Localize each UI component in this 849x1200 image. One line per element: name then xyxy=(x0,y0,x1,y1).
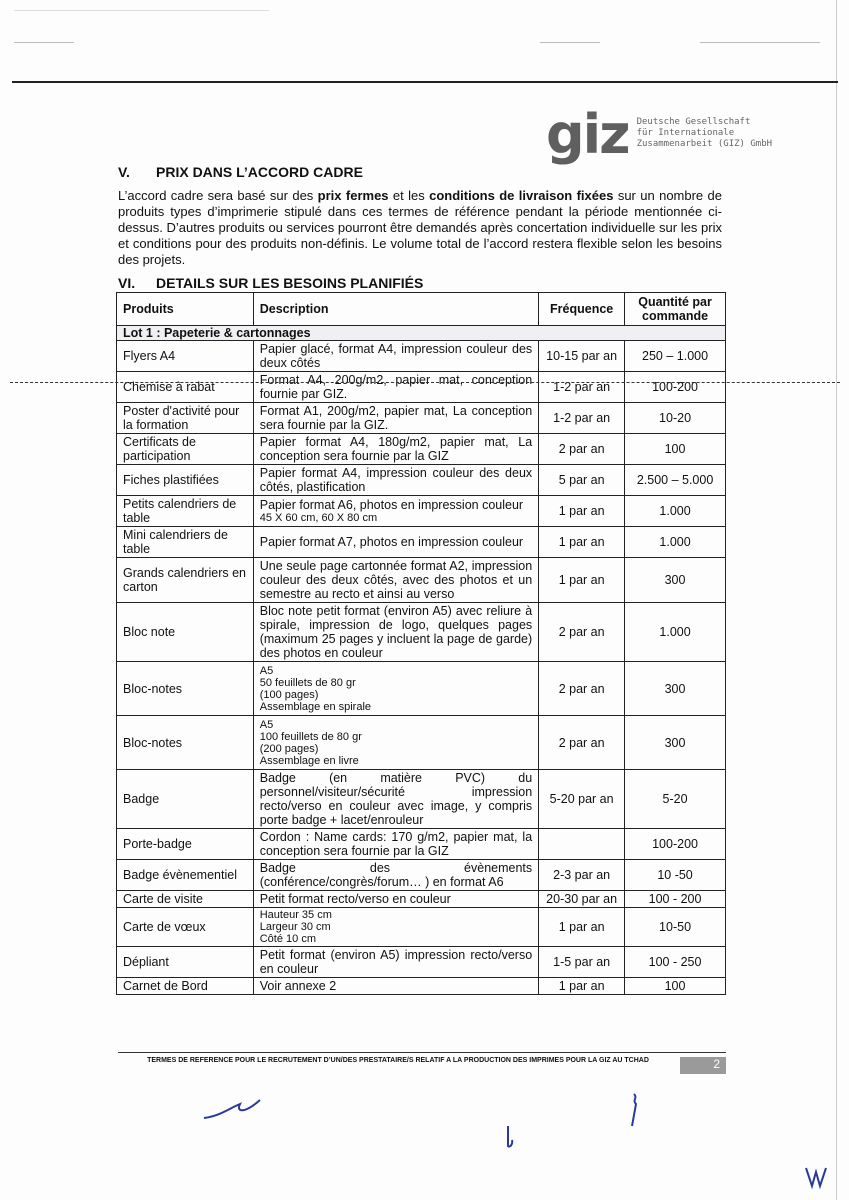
section-5-paragraph xyxy=(118,188,722,268)
description-text: Papier format A4, 180g/m2, papier mat, La conception sera fournie par la GIZ xyxy=(259,435,533,463)
scan-speck xyxy=(540,42,600,43)
cell-frequence: 2 par an xyxy=(539,603,625,662)
description-text: Bloc note petit format (environ A5) avec reliure à spirale, impression de logo, quelques pages (maximum 25 pages y incluent la page de garde) des photos en couleur xyxy=(259,604,533,660)
signature-mark xyxy=(200,1094,270,1124)
cell-description xyxy=(253,947,538,978)
cell-frequence: 2-3 par an xyxy=(539,860,625,891)
table-row xyxy=(117,860,726,891)
cell-produit: Badge évènementiel xyxy=(117,860,254,891)
description-line: (200 pages) xyxy=(259,742,319,755)
cell-produit: Chemise à rabat xyxy=(117,372,254,403)
cell-produit: Bloc-notes xyxy=(117,716,254,770)
signature-mark xyxy=(626,1090,646,1130)
needs-table xyxy=(116,292,726,995)
scan-speck xyxy=(700,42,820,43)
cell-quantite: 1.000 xyxy=(625,527,726,558)
cell-quantite: 2.500 – 5.000 xyxy=(625,465,726,496)
cell-produit: Carte de visite xyxy=(117,891,254,908)
lot-row xyxy=(117,326,726,341)
table-row xyxy=(117,978,726,995)
cell-frequence: 1 par an xyxy=(539,527,625,558)
description-text: Format A1, 200g/m2, papier mat, La conception sera fournie par la GIZ. xyxy=(259,404,533,432)
lot-label: Lot 1 : Papeterie & cartonnages xyxy=(117,326,726,341)
description-line: Côté 10 cm xyxy=(259,933,316,945)
section-title-text: DETAILS SUR LES BESOINS PLANIFIÉS xyxy=(156,275,424,291)
cell-description xyxy=(253,403,538,434)
scan-edge-line xyxy=(836,0,837,1200)
cell-description xyxy=(253,603,538,662)
cell-produit: Dépliant xyxy=(117,947,254,978)
description-text: Papier format A4, impression couleur des deux côtés, plastification xyxy=(259,466,533,494)
table-row xyxy=(117,372,726,403)
description-text: Format A4, 200g/m2, papier mat, conception fournie par GIZ. xyxy=(259,373,533,401)
description-line: Largeur 30 cm xyxy=(259,921,331,933)
logo-line: Zusammenarbeit (GIZ) GmbH xyxy=(636,139,773,149)
description-line: (100 pages) xyxy=(259,688,319,701)
cell-quantite: 250 – 1.000 xyxy=(625,341,726,372)
cell-produit: Petits calendriers de table xyxy=(117,496,254,527)
cell-quantite: 100-200 xyxy=(625,829,726,860)
cell-quantite: 100 xyxy=(625,978,726,995)
footer-rule xyxy=(118,1052,726,1053)
logo-line: für Internationale xyxy=(636,128,735,138)
cell-produit: Bloc note xyxy=(117,603,254,662)
header-rule xyxy=(12,81,838,83)
description-text: Petit format (environ A5) impression recto/verso en couleur xyxy=(259,948,533,976)
description-text: Voir annexe 2 xyxy=(259,979,337,993)
description-text: Badge des évènements (conférence/congrès/forum… ) en format A6 xyxy=(259,861,533,889)
description-text: Petit format recto/verso en couleur xyxy=(259,892,451,906)
signature-mark xyxy=(500,1122,520,1152)
table-row xyxy=(117,434,726,465)
cell-produit: Flyers A4 xyxy=(117,341,254,372)
footer-content xyxy=(118,1056,726,1074)
header-description: Description xyxy=(253,293,538,326)
cell-frequence xyxy=(539,829,625,860)
table-row xyxy=(117,403,726,434)
cell-description xyxy=(253,434,538,465)
cell-produit: Badge xyxy=(117,770,254,829)
table-row xyxy=(117,770,726,829)
cell-quantite: 300 xyxy=(625,716,726,770)
cell-quantite: 300 xyxy=(625,558,726,603)
paragraph-bold: prix fermes xyxy=(317,188,389,203)
cell-quantite: 10-50 xyxy=(625,908,726,947)
table-header-row xyxy=(117,293,726,326)
cell-description xyxy=(253,978,538,995)
description-line: Hauteur 35 cm xyxy=(259,909,332,921)
table-row xyxy=(117,603,726,662)
page-number: 2 xyxy=(680,1057,726,1074)
cell-frequence: 1-2 par an xyxy=(539,403,625,434)
table-row xyxy=(117,908,726,947)
scan-speck xyxy=(14,10,269,11)
description-text: Cordon : Name cards: 170 g/m2, papier mat, la conception sera fournie par la GIZ xyxy=(259,830,533,858)
description-text: Badge (en matière PVC) du personnel/visiteur/sécurité impression recto/verso en couleur avec image, y compris porte badge + lacet/enrouleur xyxy=(259,771,533,827)
cell-produit: Poster d'activité pour la formation xyxy=(117,403,254,434)
cell-frequence: 1 par an xyxy=(539,908,625,947)
table-row xyxy=(117,662,726,716)
description-text: Papier format A7, photos en impression couleur xyxy=(259,535,524,549)
section-title-text: PRIX DANS L’ACCORD CADRE xyxy=(156,164,363,180)
cell-frequence: 2 par an xyxy=(539,716,625,770)
cell-quantite: 10-20 xyxy=(625,403,726,434)
scan-speck xyxy=(14,42,74,43)
cell-description xyxy=(253,716,538,770)
paragraph-text: sur un nombre de produits types d’imprimerie stipulé dans ces termes de référence pendant la période mentionnée ci-dessus. D’autres produits ou services pourront être demandés après concertation individuelle sur les prix et conditions pour des produits non-définis. Le volume total de l’accord restera flexible selon les besoins des projets. xyxy=(118,188,722,267)
cell-quantite: 1.000 xyxy=(625,603,726,662)
cell-produit: Fiches plastifiées xyxy=(117,465,254,496)
paragraph-bold: conditions de livraison fixées xyxy=(429,188,614,203)
cell-description xyxy=(253,558,538,603)
cell-frequence: 1 par an xyxy=(539,978,625,995)
paragraph-text: et les xyxy=(388,188,430,203)
cell-produit: Carnet de Bord xyxy=(117,978,254,995)
cell-frequence: 5-20 par an xyxy=(539,770,625,829)
cell-frequence: 1 par an xyxy=(539,558,625,603)
cell-frequence: 2 par an xyxy=(539,662,625,716)
table-row xyxy=(117,496,726,527)
description-line: A5 xyxy=(259,718,274,731)
cell-frequence: 2 par an xyxy=(539,434,625,465)
cell-frequence: 5 par an xyxy=(539,465,625,496)
description-line: 50 feuillets de 80 gr xyxy=(259,676,356,689)
cell-produit: Carte de vœux xyxy=(117,908,254,947)
description-line: Assemblage en spirale xyxy=(259,700,372,713)
logo-text xyxy=(637,117,772,150)
table-row xyxy=(117,341,726,372)
cell-quantite: 10 -50 xyxy=(625,860,726,891)
page-footer xyxy=(118,1052,726,1074)
cell-produit: Bloc-notes xyxy=(117,662,254,716)
cell-description xyxy=(253,496,538,527)
table-row xyxy=(117,716,726,770)
cell-quantite: 300 xyxy=(625,662,726,716)
cell-description xyxy=(253,891,538,908)
cell-quantite: 100-200 xyxy=(625,372,726,403)
cell-quantite: 100 - 250 xyxy=(625,947,726,978)
table-row xyxy=(117,891,726,908)
header-produits: Produits xyxy=(117,293,254,326)
table-row xyxy=(117,947,726,978)
strikethrough-line xyxy=(10,382,840,384)
section-number: VI. xyxy=(118,275,136,291)
logo-word: giz xyxy=(546,103,629,166)
description-text: Papier format A6, photos en impression couleur xyxy=(259,498,524,512)
cell-produit: Porte-badge xyxy=(117,829,254,860)
cell-produit: Mini calendriers de table xyxy=(117,527,254,558)
cell-description xyxy=(253,829,538,860)
table-row xyxy=(117,527,726,558)
cell-frequence: 10-15 par an xyxy=(539,341,625,372)
giz-logo xyxy=(546,103,773,166)
cell-produit: Grands calendriers en carton xyxy=(117,558,254,603)
table-row xyxy=(117,465,726,496)
logo-line: Deutsche Gesellschaft xyxy=(636,117,751,127)
description-line: Assemblage en livre xyxy=(259,754,359,767)
cell-description xyxy=(253,527,538,558)
cell-description xyxy=(253,662,538,716)
table-row xyxy=(117,558,726,603)
cell-quantite: 1.000 xyxy=(625,496,726,527)
cell-description xyxy=(253,770,538,829)
cell-quantite: 5-20 xyxy=(625,770,726,829)
table-row xyxy=(117,829,726,860)
description-extra: 45 X 60 cm, 60 X 80 cm xyxy=(259,512,378,524)
description-text: Une seule page cartonnée format A2, impression couleur des deux côtés, avec des photos et un semestre au recto et ainsi au verso xyxy=(259,559,533,601)
footer-text: TERMES DE REFERENCE POUR LE RECRUTEMENT D’UN/DES PRESTATAIRE/S RELATIF A LA PRODUCTION DES IMPRIMES POUR LA GIZ AU TCHAD xyxy=(147,1057,649,1064)
section-5-title xyxy=(118,164,363,180)
cell-description xyxy=(253,860,538,891)
description-line: 100 feuillets de 80 gr xyxy=(259,730,362,743)
signature-mark xyxy=(802,1162,832,1192)
cell-frequence: 1-5 par an xyxy=(539,947,625,978)
cell-frequence: 1-2 par an xyxy=(539,372,625,403)
cell-description xyxy=(253,465,538,496)
cell-frequence: 20-30 par an xyxy=(539,891,625,908)
description-text: Papier glacé, format A4, impression couleur des deux côtés xyxy=(259,342,533,370)
paragraph-text: L’accord cadre sera basé sur des xyxy=(118,188,318,203)
cell-frequence: 1 par an xyxy=(539,496,625,527)
section-6-title xyxy=(118,275,423,291)
header-frequence: Fréquence xyxy=(539,293,625,326)
section-number: V. xyxy=(118,164,130,180)
cell-description xyxy=(253,372,538,403)
cell-produit: Certificats de participation xyxy=(117,434,254,465)
header-quantite: Quantité par commande xyxy=(625,293,726,326)
cell-quantite: 100 xyxy=(625,434,726,465)
cell-quantite: 100 - 200 xyxy=(625,891,726,908)
description-line: A5 xyxy=(259,664,274,677)
cell-description xyxy=(253,908,538,947)
cell-description xyxy=(253,341,538,372)
